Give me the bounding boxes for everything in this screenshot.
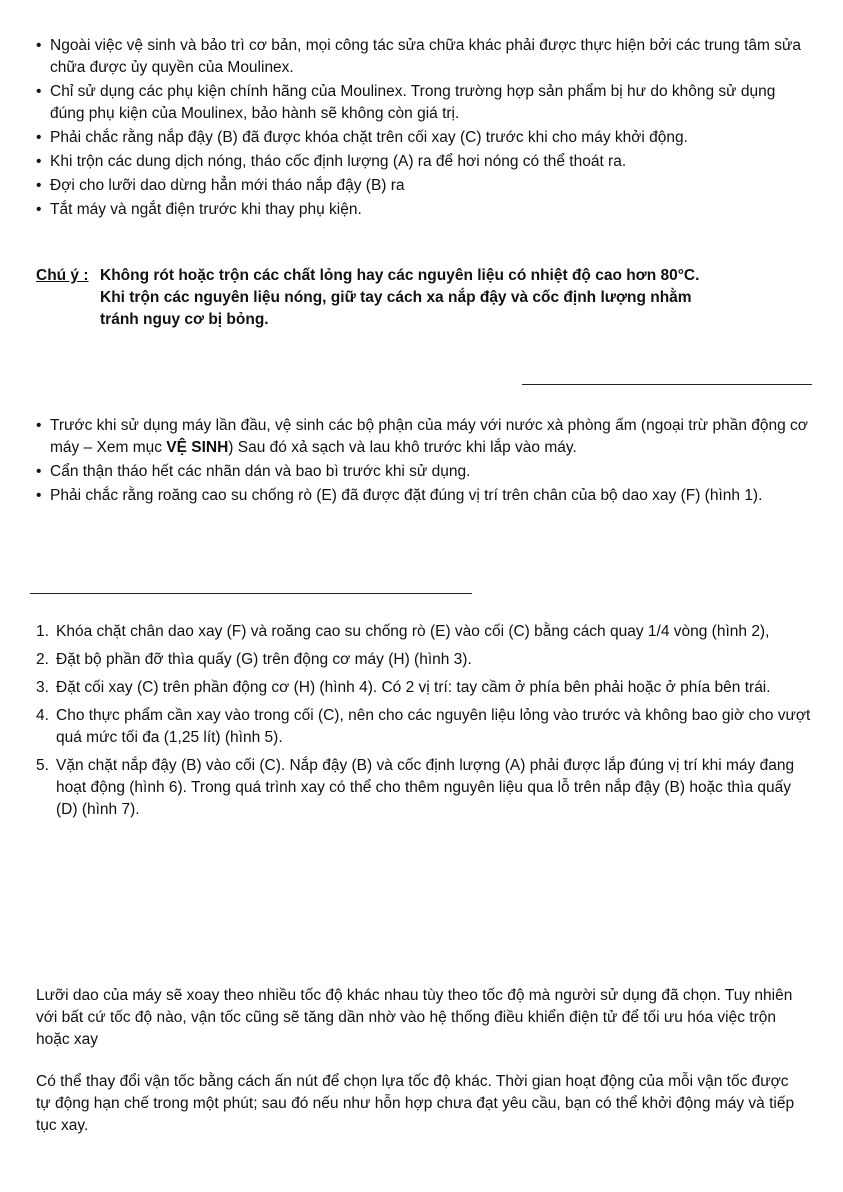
safety-text: Khi trộn các dung dịch nóng, tháo cốc định lượng (A) ra để hơi nóng có thể thoát ra.	[50, 153, 627, 170]
note-line: Khi trộn các nguyên liệu nóng, giữ tay cách xa nắp đậy và cốc định lượng nhằm	[100, 289, 692, 306]
safety-text: Tắt máy và ngắt điện trước khi thay phụ kiện.	[50, 201, 362, 218]
note-label-wrap	[36, 265, 89, 287]
step-text: Cho thực phẩm cần xay vào trong cối (C), nên cho các nguyên liệu lỏng vào trước và không bao giờ cho vượt quá mức tối đa (1,25 lít) (hình 5).	[56, 707, 811, 746]
first-use-text-post: ) Sau đó xả sạch và lau khô trước khi lắp vào máy.	[228, 439, 577, 456]
bullet-icon: •	[36, 129, 42, 146]
note-row	[36, 265, 816, 331]
step-item	[36, 649, 811, 671]
bullet-icon: •	[36, 153, 42, 170]
safety-text: Đợi cho lưỡi dao dừng hẳn mới tháo nắp đậy (B) ra	[50, 177, 405, 194]
step-item	[36, 621, 811, 643]
step-number: 3.	[36, 679, 49, 696]
list-item	[36, 415, 811, 459]
step-number: 2.	[36, 651, 49, 668]
list-item	[36, 485, 811, 507]
bullet-icon: •	[36, 201, 42, 218]
safety-text: Ngoài việc vệ sinh và bảo trì cơ bản, mọi công tác sửa chữa khác phải được thực hiện bởi các trung tâm sửa chữa được ủy quyền của Moulinex.	[50, 37, 801, 76]
list-item	[36, 81, 806, 125]
bullet-icon: •	[36, 417, 42, 434]
list-item	[36, 127, 806, 149]
first-use-list	[36, 415, 811, 507]
section-divider	[522, 384, 812, 385]
step-text: Vặn chặt nắp đậy (B) vào cối (C). Nắp đậy (B) và cốc định lượng (A) phải được lắp đúng vị trí khi máy đang hoạt động (hình 6). Trong quá trình xay có thể cho thêm nguyên liệu qua lỗ trên nắp đậy (B) hoặc thìa quấy (D) (hình 7).	[56, 757, 795, 818]
step-number: 4.	[36, 707, 49, 724]
step-number: 1.	[36, 623, 49, 640]
bullet-icon: •	[36, 463, 42, 480]
step-item	[36, 677, 811, 699]
bullet-icon: •	[36, 83, 42, 100]
speed-paragraph: Lưỡi dao của máy sẽ xoay theo nhiều tốc độ khác nhau tùy theo tốc độ mà người sử dụng đã chọn. Tuy nhiên với bất cứ tốc độ nào, vận tốc cũng sẽ tăng dần nhờ vào hệ thống điều khiển điện tử để tối ưu hóa việc trộn hoặc xay	[36, 987, 793, 1048]
first-use-text: Phải chắc rằng roăng cao su chống rò (E) đã được đặt đúng vị trí trên chân của bộ dao xay (F) (hình 1).	[50, 487, 763, 504]
note-line: Không rót hoặc trộn các chất lỏng hay các nguyên liệu có nhiệt độ cao hơn 80°C.	[100, 267, 700, 284]
section-divider	[30, 593, 472, 594]
safety-text: Phải chắc rằng nắp đậy (B) đã được khóa chặt trên cối xay (C) trước khi cho máy khởi động.	[50, 129, 688, 146]
list-item	[36, 35, 806, 79]
bullet-icon: •	[36, 177, 42, 194]
first-use-text-pre: Trước khi sử dụng máy lần đầu, vệ sinh các bộ phận của máy với nước xà phòng ấm (ngoại trừ phần động cơ máy – Xem mục	[50, 417, 808, 456]
step-item	[36, 755, 811, 821]
speed-paragraph: Có thể thay đổi vận tốc bằng cách ấn nút để chọn lựa tốc độ khác. Thời gian hoạt động của mỗi vận tốc được tự động hạn chế trong một phút; sau đó nếu như hỗn hợp chưa đạt yêu cầu, bạn có thể khởi động máy và tiếp tục xay.	[36, 1073, 795, 1134]
step-item	[36, 705, 811, 749]
note-line: tránh nguy cơ bị bỏng.	[100, 311, 269, 328]
list-item	[36, 175, 806, 197]
cleaning-section-ref: VỆ SINH	[166, 439, 229, 456]
step-text: Khóa chặt chân dao xay (F) và roăng cao su chống rò (E) vào cối (C) bằng cách quay 1/4 vòng (hình 2),	[56, 623, 770, 640]
note-label: Chú ý :	[36, 267, 89, 284]
assembly-steps	[36, 621, 811, 821]
safety-section	[36, 35, 806, 223]
speed-section	[36, 985, 796, 1157]
first-use-section	[36, 415, 811, 509]
bullet-icon: •	[36, 487, 42, 504]
first-use-text: Cẩn thận tháo hết các nhãn dán và bao bì trước khi sử dụng.	[50, 463, 471, 480]
list-item	[36, 199, 806, 221]
step-number: 5.	[36, 757, 49, 774]
safety-text: Chỉ sử dụng các phụ kiện chính hãng của Moulinex. Trong trường hợp sản phẩm bị hư do không sử dụng đúng phụ kiện của Moulinex, bảo hành sẽ không còn giá trị.	[50, 83, 776, 122]
list-item	[36, 151, 806, 173]
step-text: Đặt cối xay (C) trên phần động cơ (H) (hình 4). Có 2 vị trí: tay cầm ở phía bên phải hoặc ở phía bên trái.	[56, 679, 771, 696]
safety-list	[36, 35, 806, 221]
caution-note	[36, 265, 816, 331]
step-text: Đặt bộ phần đỡ thìa quấy (G) trên động cơ máy (H) (hình 3).	[56, 651, 472, 668]
bullet-icon: •	[36, 37, 42, 54]
assembly-section	[36, 621, 811, 827]
list-item	[36, 461, 811, 483]
